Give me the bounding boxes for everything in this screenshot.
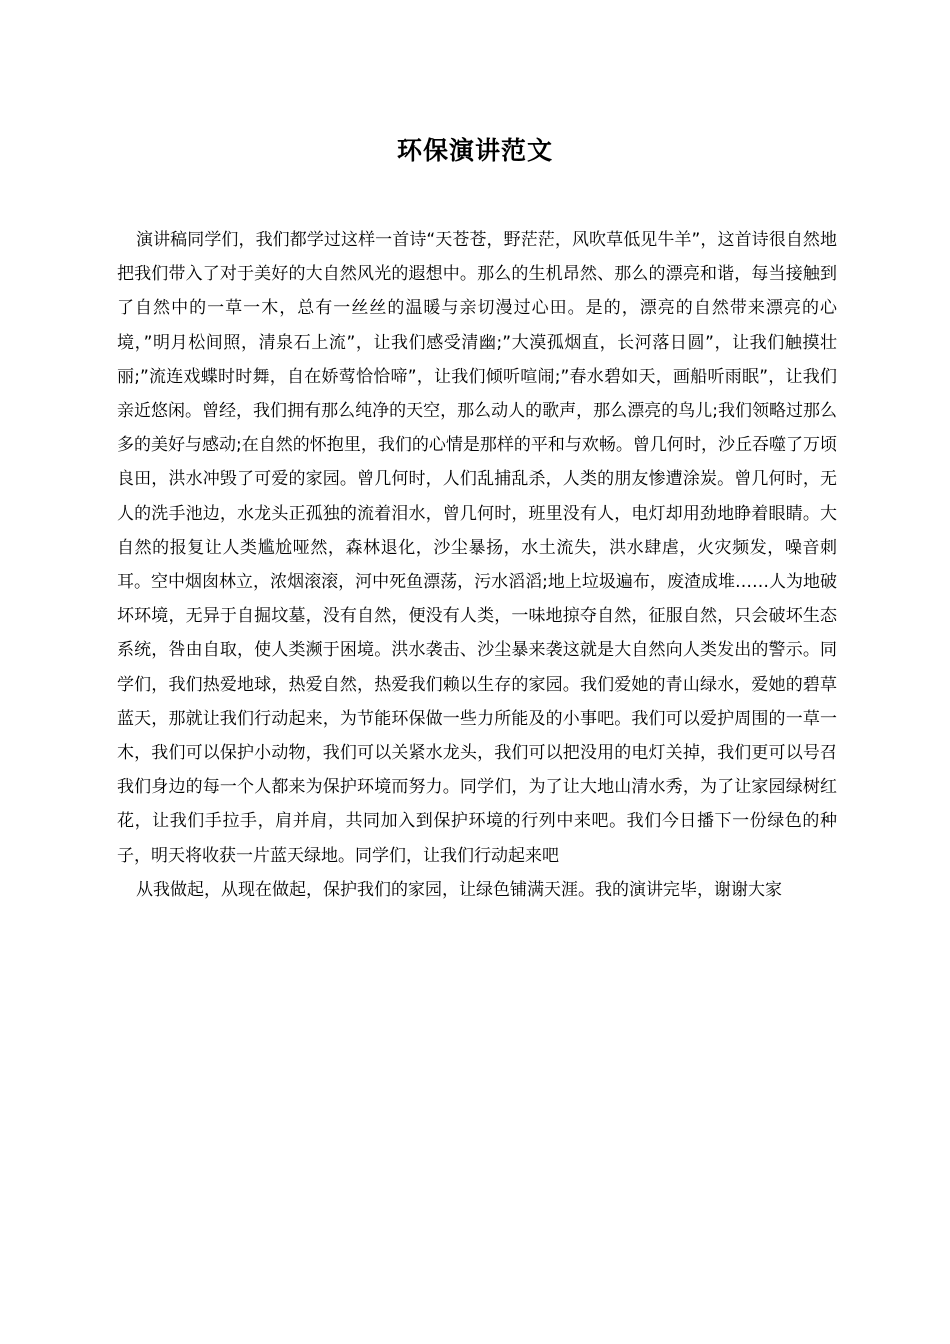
body-paragraph-1: 演讲稿同学们，我们都学过这样一首诗“天苍苍，野茫茫，风吹草低见牛羊”，这首诗很自然地把我们带入了对于美好的大自然风光的遐想中。那么的生机昂然、那么的漂亮和谐，每当接触到了自然中的一草一木，总有一丝丝的温暖与亲切漫过心田。是的，漂亮的自然带来漂亮的心境，”明月松间照，清泉石上流”，让我们感受清幽;”大漠孤烟直，长河落日圆”，让我们触摸壮丽;”流连戏蝶时时舞，自在娇莺恰恰啼”，让我们倾听喧闹;”春水碧如天，画船听雨眠”，让我们亲近悠闲。曾经，我们拥有那么纯净的天空，那么动人的歌声，那么漂亮的鸟儿;我们领略过那么多的美好与感动;在自然的怀抱里，我们的心情是那样的平和与欢畅。曾几何时，沙丘吞噬了万顷良田，洪水冲毁了可爱的家园。曾几何时，人们乱捕乱杀，人类的朋友惨遭涂炭。曾几何时，无人的洗手池边，水龙头正孤独的流着泪水，曾几何时，班里没有人，电灯却用劲地睁着眼睛。大自然的报复让人类尴尬哑然，森林退化，沙尘暴扬，水土流失，洪水肆虐，火灾频发，噪音刺耳。空中烟囱林立，浓烟滚滚，河中死鱼漂荡，污水滔滔;地上垃圾遍布，废渣成堆……人为地破坏环境，无异于自掘坟墓，没有自然，便没有人类，一味地掠夺自然，征服自然，只会破坏生态系统，咎由自取，使人类濒于困境。洪水袭击、沙尘暴来袭这就是大自然向人类发出的警示。同学们，我们热爱地球，热爱自然，热爱我们赖以生存的家园。我们爱她的青山绿水，爱她的碧草蓝天，那就让我们行动起来，为节能环保做一些力所能及的小事吧。我们可以爱护周围的一草一木，我们可以保护小动物，我们可以关紧水龙头，我们可以把没用的电灯关掉，我们更可以号召我们身边的每一个人都来为保护环境而努力。同学们，为了让大地山清水秀，为了让家园绿树红花，让我们手拉手，肩并肩，共同加入到保护环境的行列中来吧。我们今日播下一份绿色的种子，明天将收获一片蓝天绿地。同学们，让我们行动起来吧	[117, 230, 837, 866]
body-paragraph-2: 从我做起，从现在做起，保护我们的家园，让绿色铺满天涯。我的演讲完毕，谢谢大家	[136, 879, 782, 900]
document-body	[117, 223, 837, 907]
document-title: 环保演讲范文	[396, 136, 553, 165]
